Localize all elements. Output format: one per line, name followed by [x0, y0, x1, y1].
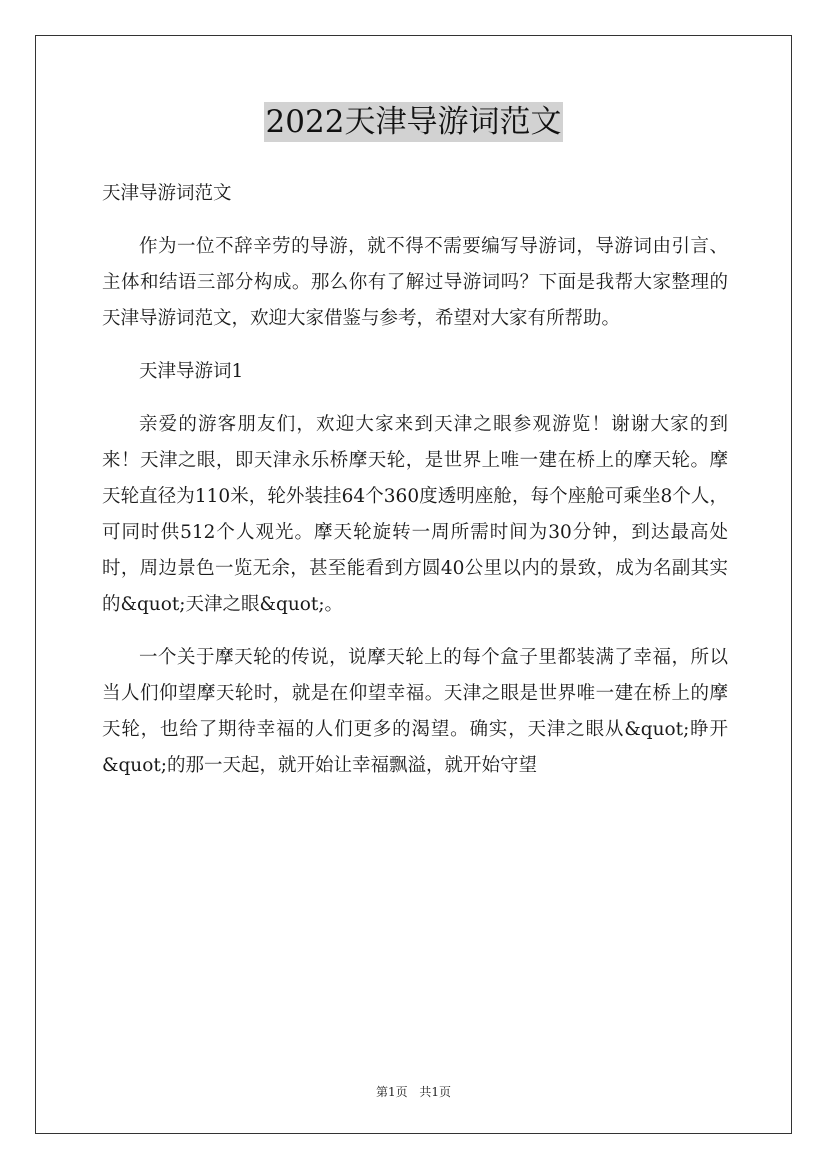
title-container	[0, 102, 827, 142]
paragraph-tianjin-eye: 亲爱的游客朋友们，欢迎大家来到天津之眼参观游览！谢谢大家的到来！天津之眼，即天津永乐桥摩天轮，是世界上唯一建在桥上的摩天轮。摩天轮直径为110米，轮外装挂64个360度透明座舱，每个座舱可乘坐8个人，可同时供512个人观光。摩天轮旋转一周所需时间为30分钟，到达最高处时，周边景色一览无余，甚至能看到方圆40公里以内的景致，成为名副其实的&quot;天津之眼&quot;。	[102, 414, 728, 615]
page-footer	[0, 1083, 827, 1100]
document-heading: 天津导游词范文	[102, 183, 232, 204]
document-body	[102, 176, 728, 801]
document-title: 2022天津导游词范文	[265, 104, 562, 140]
paragraph-intro: 作为一位不辞辛劳的导游，就不得不需要编写导游词，导游词由引言、主体和结语三部分构成。那么你有了解过导游词吗？下面是我帮大家整理的天津导游词范文，欢迎大家借鉴与参考，希望对大家有所帮助。	[102, 236, 728, 329]
page-total: 共1页	[419, 1085, 452, 1099]
section-heading: 天津导游词1	[139, 361, 244, 382]
paragraph-legend: 一个关于摩天轮的传说，说摩天轮上的每个盒子里都装满了幸福，所以当人们仰望摩天轮时，就是在仰望幸福。天津之眼是世界唯一建在桥上的摩天轮，也给了期待幸福的人们更多的渴望。确实，天津之眼从&quot;睁开&quot;的那一天起，就开始让幸福飘溢，就开始守望	[102, 647, 728, 776]
page-number: 第1页	[375, 1085, 408, 1099]
